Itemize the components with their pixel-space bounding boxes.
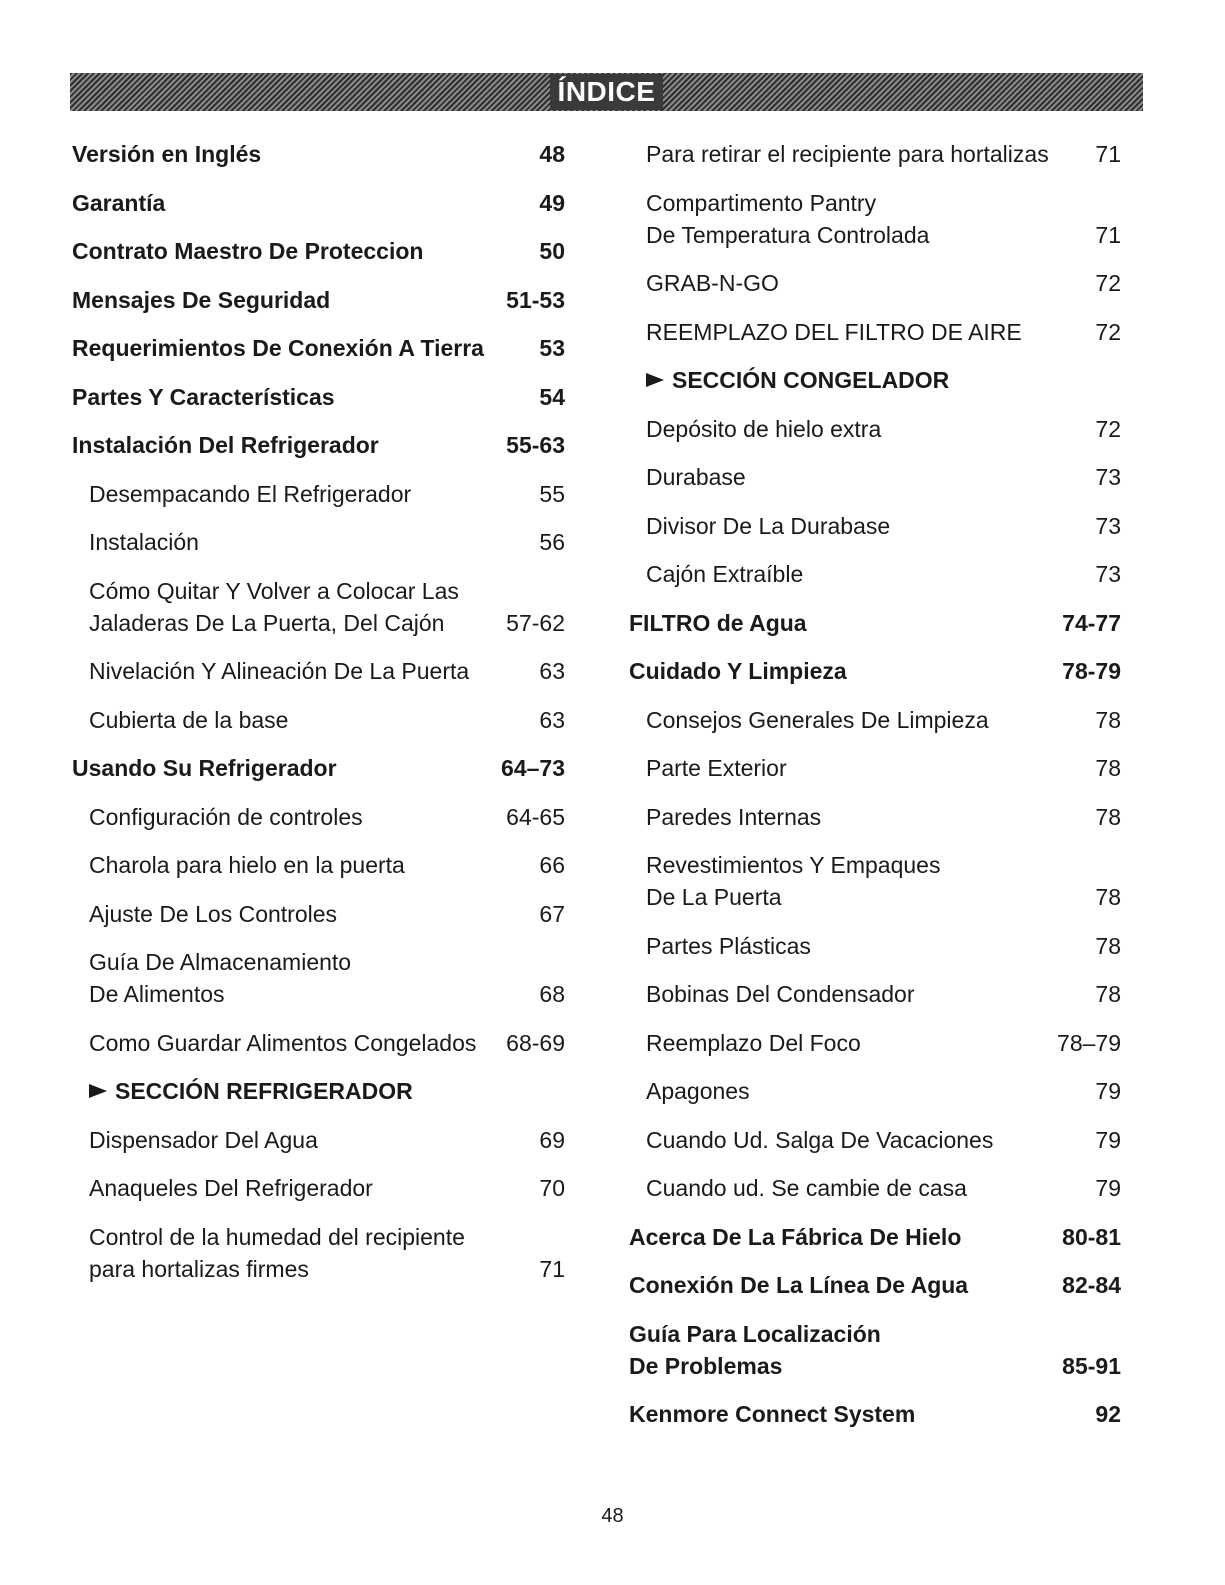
- toc-entry-title: Revestimientos Y Empaques De La Puerta: [646, 852, 941, 910]
- toc-entry: [629, 801, 1121, 833]
- toc-entry: [629, 1269, 1121, 1301]
- toc-entry-title: Conexión De La Línea De Agua: [629, 1272, 969, 1298]
- toc-entry-title: GRAB-N-GO: [646, 270, 779, 296]
- toc-entry-page: 71: [539, 1255, 565, 1282]
- toc-entry-title: Apagones: [646, 1078, 750, 1104]
- toc-entry: [629, 1172, 1121, 1204]
- toc-entry: [629, 1221, 1121, 1253]
- toc-entry-title: Para retirar el recipiente para hortalizas: [646, 141, 1049, 167]
- toc-entry-page: 72: [1095, 318, 1121, 345]
- toc-entry-page: 63: [539, 706, 565, 733]
- toc-entry-page: 49: [539, 189, 565, 216]
- section-heading-label: SECCIÓN REFRIGERADOR: [115, 1078, 413, 1104]
- toc-entry-page: 56: [539, 529, 565, 555]
- toc-entry-title: Paredes Internas: [646, 803, 822, 830]
- toc-entry: [72, 1221, 565, 1285]
- toc-entry-title: Guía Para Localización De Problemas: [629, 1320, 881, 1379]
- toc-entry: [72, 704, 565, 736]
- toc-entry-page: 63: [539, 658, 565, 684]
- toc-entry-title: Cajón Extraíble: [646, 561, 804, 587]
- toc-entry-title: Control de la humedad del recipiente para hortalizas firmes: [89, 1223, 465, 1282]
- toc-entry-title: Kenmore Connect System: [629, 1401, 916, 1427]
- toc-entry-page: 70: [539, 1175, 565, 1201]
- toc-entry: [629, 978, 1121, 1010]
- toc-entry-page: 78: [1095, 706, 1121, 733]
- toc-entry-title: Nivelación Y Alineación De La Puerta: [89, 658, 470, 684]
- toc-entry-title: Cuando Ud. Salga De Vacaciones: [646, 1126, 994, 1153]
- toc-entry-page: 78: [1095, 755, 1121, 781]
- toc-entry-page: 64-65: [506, 803, 565, 830]
- header-banner: [70, 73, 1143, 111]
- toc-entry-page: 73: [1095, 512, 1121, 539]
- toc-entry: [72, 849, 565, 881]
- toc-entry: [72, 898, 565, 930]
- toc-entry: [629, 655, 1121, 687]
- toc-entry: [629, 607, 1121, 639]
- toc-entry-page: 78: [1095, 981, 1121, 1007]
- toc-entry-page: 78: [1095, 803, 1121, 830]
- toc-entry-title: Charola para hielo en la puerta: [89, 852, 405, 878]
- toc-entry: [629, 752, 1121, 784]
- toc-entry-page: 78-79: [1062, 658, 1121, 684]
- toc-entry-page: 55-63: [506, 432, 565, 458]
- toc-entry-page: 85-91: [1062, 1352, 1121, 1379]
- toc-entry: [629, 1398, 1121, 1430]
- toc-entry-title: Anaqueles Del Refrigerador: [89, 1175, 373, 1201]
- toc-entry-page: 51-53: [506, 286, 565, 313]
- toc-section-heading: [629, 364, 1121, 396]
- toc-entry-title: Partes Y Características: [72, 383, 335, 410]
- toc-entry: [629, 704, 1121, 736]
- toc-entry-title: Ajuste De Los Controles: [89, 900, 338, 927]
- toc-entry: [629, 558, 1121, 590]
- toc-entry-title: FILTRO de Agua: [629, 609, 807, 636]
- toc-entry-page: 66: [539, 852, 565, 878]
- toc-entry-title: Configuración de controles: [89, 803, 363, 830]
- toc-entry: [72, 1172, 565, 1204]
- toc-entry-title: Cómo Quitar Y Volver a Colocar Las Jaladeras De La Puerta, Del Cajón: [89, 577, 459, 636]
- toc-entry-page: 57-62: [506, 609, 565, 636]
- toc-entry-page: 73: [1095, 464, 1121, 490]
- toc-entry-page: 69: [539, 1126, 565, 1153]
- toc-entry-title: Consejos Generales De Limpieza: [646, 706, 989, 733]
- toc-entry: [629, 187, 1121, 251]
- toc-entry: [72, 655, 565, 687]
- toc-entry-page: 71: [1095, 221, 1121, 248]
- toc-entry-title: Durabase: [646, 464, 746, 490]
- toc-entry-page: 68-69: [506, 1029, 565, 1056]
- toc-entry: [72, 1027, 565, 1059]
- toc-entry-title: Mensajes De Seguridad: [72, 286, 331, 313]
- toc-entry-title: Versión en Inglés: [72, 141, 262, 167]
- toc-entry-page: 78: [1095, 932, 1121, 959]
- page-number: 48: [601, 1505, 624, 1527]
- toc-entry: [72, 575, 565, 639]
- toc-section-heading: [72, 1075, 565, 1107]
- toc-entry-page: 79: [1095, 1078, 1121, 1104]
- toc-entry: [72, 187, 565, 219]
- toc-entry: [72, 752, 565, 784]
- toc-entry: [629, 138, 1121, 170]
- toc-entry: [629, 1318, 1121, 1382]
- toc-entry-title: Depósito de hielo extra: [646, 415, 882, 442]
- toc-entry: [72, 381, 565, 413]
- toc-entry-title: Requerimientos De Conexión A Tierra: [72, 335, 484, 361]
- toc-entry-title: Dispensador Del Agua: [89, 1126, 318, 1153]
- toc-entry-page: 67: [539, 900, 565, 927]
- toc-entry-page: 82-84: [1062, 1272, 1121, 1298]
- toc-entry-page: 68: [539, 981, 565, 1007]
- toc-entry: [629, 1124, 1121, 1156]
- toc-entry-title: Parte Exterior: [646, 755, 787, 781]
- toc-entry-title: Instalación Del Refrigerador: [72, 432, 379, 458]
- toc-entry-title: Guía De Almacenamiento De Alimentos: [89, 949, 352, 1007]
- toc-entry: [72, 284, 565, 316]
- toc-entry-page: 50: [539, 238, 565, 264]
- section-heading-label: SECCIÓN CONGELADOR: [672, 367, 950, 393]
- toc-entry-page: 92: [1095, 1401, 1121, 1427]
- toc-left-column: [72, 138, 565, 1301]
- page-title: ÍNDICE: [550, 74, 664, 110]
- toc-entry: [629, 510, 1121, 542]
- toc-entry-title: Compartimento Pantry De Temperatura Controlada: [646, 189, 930, 248]
- toc-entry: [629, 849, 1121, 913]
- toc-entry: [629, 413, 1121, 445]
- toc-entry-title: Cubierta de la base: [89, 706, 289, 733]
- toc-entry-title: Bobinas Del Condensador: [646, 981, 915, 1007]
- toc-entry-page: 78: [1095, 884, 1121, 910]
- toc-entry-title: Cuando ud. Se cambie de casa: [646, 1175, 967, 1201]
- toc-entry: [72, 801, 565, 833]
- toc-entry-title: Partes Plásticas: [646, 932, 811, 959]
- toc-entry-page: 80-81: [1062, 1223, 1121, 1250]
- toc-entry-page: 74-77: [1062, 609, 1121, 636]
- toc-entry-page: 72: [1095, 415, 1121, 442]
- toc-entry: [72, 429, 565, 461]
- toc-entry: [629, 267, 1121, 299]
- toc-entry: [629, 1075, 1121, 1107]
- toc-entry-title: Acerca De La Fábrica De Hielo: [629, 1223, 962, 1250]
- toc-right-column: [629, 138, 1121, 1447]
- toc-entry-page: 53: [539, 335, 565, 361]
- toc-entry-title: Reemplazo Del Foco: [646, 1029, 861, 1056]
- toc-entry-page: 73: [1095, 561, 1121, 587]
- toc-entry-title: Usando Su Refrigerador: [72, 755, 337, 781]
- toc-entry: [629, 930, 1121, 962]
- toc-entry: [72, 478, 565, 510]
- toc-entry-page: 78–79: [1057, 1029, 1121, 1056]
- toc-entry-title: Cuidado Y Limpieza: [629, 658, 847, 684]
- toc-entry: [72, 526, 565, 558]
- toc-entry-page: 79: [1095, 1126, 1121, 1153]
- toc-entry-page: 71: [1095, 141, 1121, 167]
- arrow-right-icon: [646, 373, 664, 387]
- toc-entry-page: 55: [539, 480, 565, 507]
- toc-entry-title: REEMPLAZO DEL FILTRO DE AIRE: [646, 318, 1022, 345]
- toc-entry-page: 72: [1095, 270, 1121, 296]
- toc-entry-title: Instalación: [89, 529, 199, 555]
- toc-entry-title: Como Guardar Alimentos Congelados: [89, 1029, 477, 1056]
- toc-entry-page: 48: [539, 141, 565, 167]
- toc-entry: [72, 946, 565, 1010]
- arrow-right-icon: [89, 1084, 107, 1098]
- toc-entry: [72, 1124, 565, 1156]
- toc-entry: [629, 316, 1121, 348]
- toc-entry-page: 64–73: [501, 755, 565, 781]
- toc-entry: [72, 235, 565, 267]
- toc-entry-title: Desempacando El Refrigerador: [89, 480, 412, 507]
- toc-entry: [72, 332, 565, 364]
- toc-entry: [629, 461, 1121, 493]
- toc-entry-title: Garantía: [72, 189, 166, 216]
- toc-entry-title: [646, 364, 1113, 396]
- toc-entry-page: 79: [1095, 1175, 1121, 1201]
- toc-entry-page: 54: [539, 383, 565, 410]
- toc-entry-title: Divisor De La Durabase: [646, 512, 891, 539]
- toc-entry: [629, 1027, 1121, 1059]
- toc-entry: [72, 138, 565, 170]
- toc-entry-title: [89, 1075, 557, 1107]
- toc-entry-title: Contrato Maestro De Proteccion: [72, 238, 424, 264]
